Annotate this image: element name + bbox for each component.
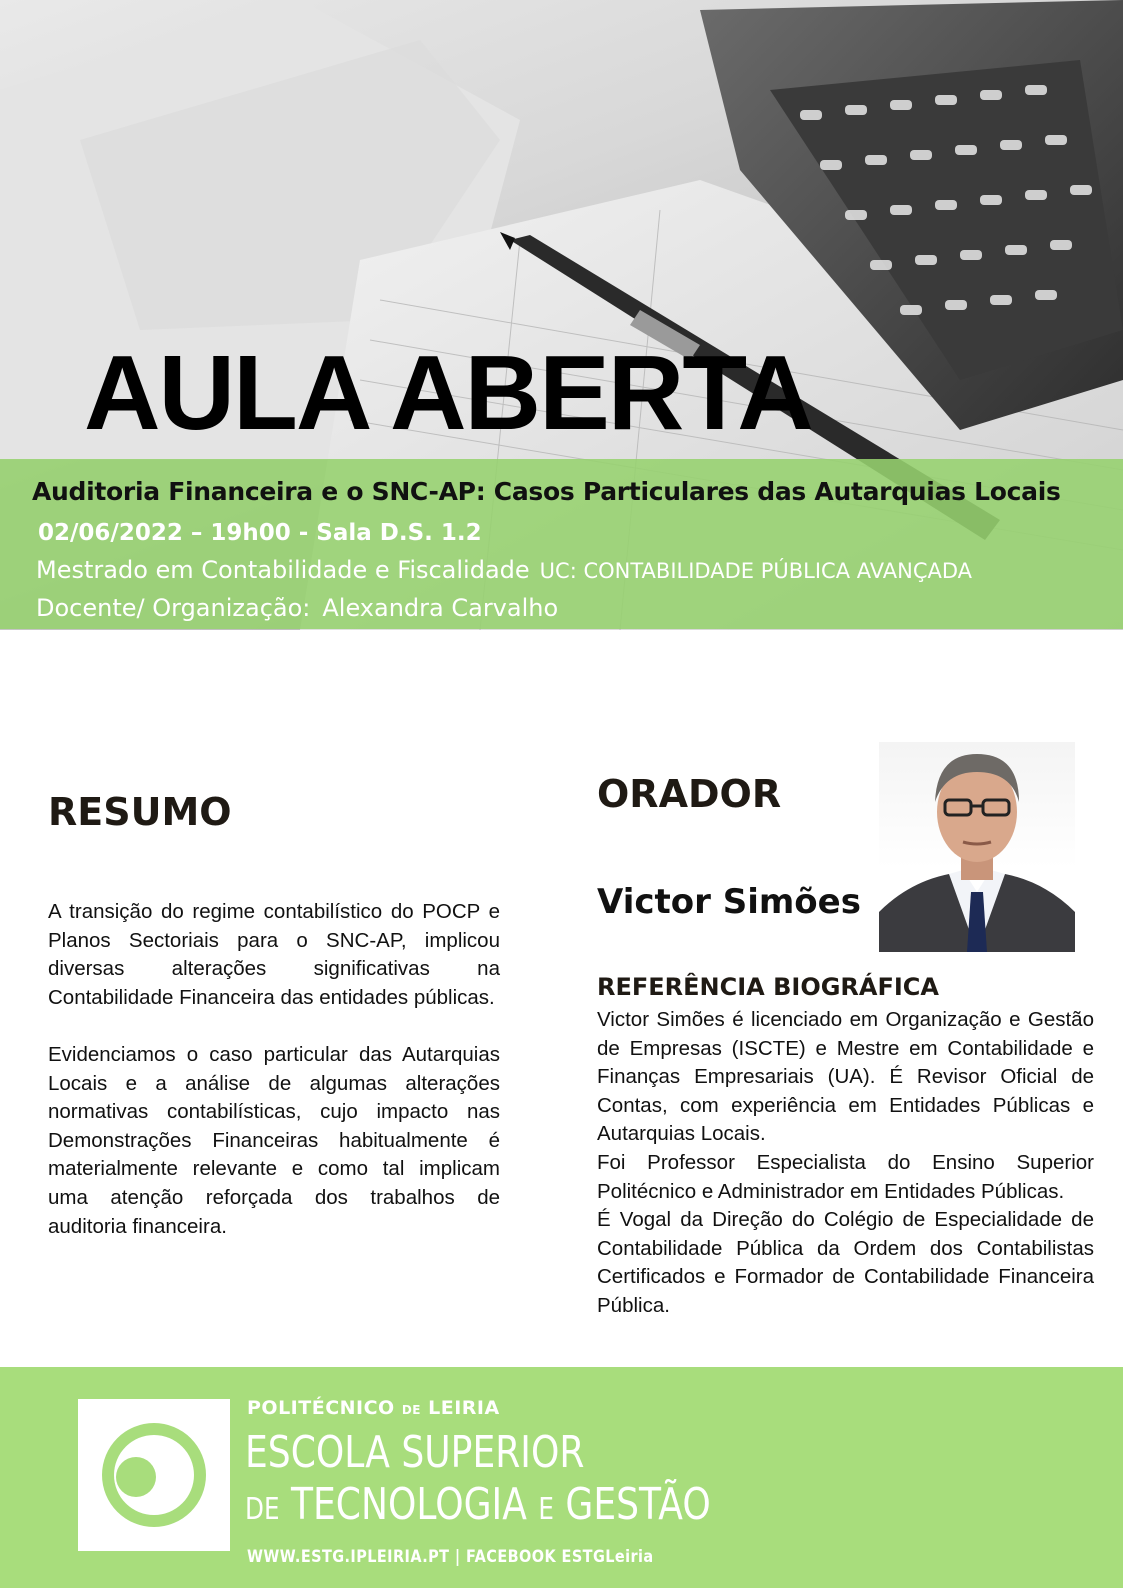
estg-eye-logo-icon xyxy=(78,1399,230,1551)
school-name-de: DE xyxy=(245,1492,280,1527)
course-unit: UC: CONTABILIDADE PÚBLICA AVANÇADA xyxy=(539,559,973,583)
resumo-paragraph: Evidenciamos o caso particular das Autarquias Locais e a análise de algumas alterações normativas contabilísticas, cujo impacto nas Demonstrações Financeiras habitualmente é materialmente relevante e como tal implicam uma atenção reforçada dos trabalhos de auditoria financeira. xyxy=(48,1042,500,1238)
school-name-line1: ESCOLA SUPERIOR xyxy=(245,1427,585,1478)
bio-paragraph: Victor Simões é licenciado em Organização e Gestão de Empresas (ISCTE) e Mestre em Contabilidade e Finanças Empresariais (UA). É Revisor Oficial de Contas, com experiência em Entidades Públicas e Autarquias Locais. xyxy=(597,1008,1094,1146)
speaker-name: Victor Simões xyxy=(597,882,861,922)
event-date: 02/06/2022 – 19h00 - Sala D.S. 1.2 xyxy=(38,520,482,546)
orador-heading: ORADOR xyxy=(597,772,782,816)
resumo-paragraph: A transição do regime contabilístico do POCP e Planos Sectoriais para o SNC-AP, implicou diversas alterações significativas na Contabilidade Financeira das entidades públicas. xyxy=(48,900,500,1009)
polytechnic-name xyxy=(247,1397,500,1419)
teacher-name: Alexandra Carvalho xyxy=(322,594,559,622)
speaker-photo xyxy=(879,742,1075,952)
footer xyxy=(0,1367,1123,1588)
poly-name-part: LEIRIA xyxy=(428,1397,500,1419)
bio-paragraph: É Vogal da Direção do Colégio de Especialidade de Contabilidade Pública da Ordem dos Contabilistas Certificados e Formador de Contabilidade Financeira Pública. xyxy=(597,1208,1094,1317)
bio-paragraph: Foi Professor Especialista do Ensino Superior Politécnico e Administrador em Entidades Públicas. xyxy=(597,1150,1094,1203)
event-teacher xyxy=(36,594,558,622)
hero-banner xyxy=(0,0,1123,630)
page-title: AULA ABERTA xyxy=(84,334,812,452)
school-name-line2 xyxy=(245,1479,711,1530)
school-name-gestao: GESTÃO xyxy=(565,1479,711,1530)
course-name: Mestrado em Contabilidade e Fiscalidade xyxy=(36,556,530,584)
footer-links[interactable]: WWW.ESTG.IPLEIRIA.PT | FACEBOOK ESTGLeiria xyxy=(247,1547,654,1567)
poly-name-de: DE xyxy=(401,1403,421,1417)
school-name-e: E xyxy=(538,1492,554,1527)
school-name-tecnologia: TECNOLOGIA xyxy=(290,1479,527,1530)
event-title: Auditoria Financeira e o SNC-AP: Casos Particulares das Autarquias Locais xyxy=(32,477,1061,506)
resumo-text xyxy=(48,898,500,1241)
bio-heading: REFERÊNCIA BIOGRÁFICA xyxy=(597,973,939,1001)
poly-name-part: POLITÉCNICO xyxy=(247,1397,395,1419)
event-course xyxy=(36,556,972,584)
resumo-heading: RESUMO xyxy=(48,790,232,834)
teacher-label: Docente/ Organização: xyxy=(36,594,311,622)
bio-text xyxy=(597,1006,1094,1321)
